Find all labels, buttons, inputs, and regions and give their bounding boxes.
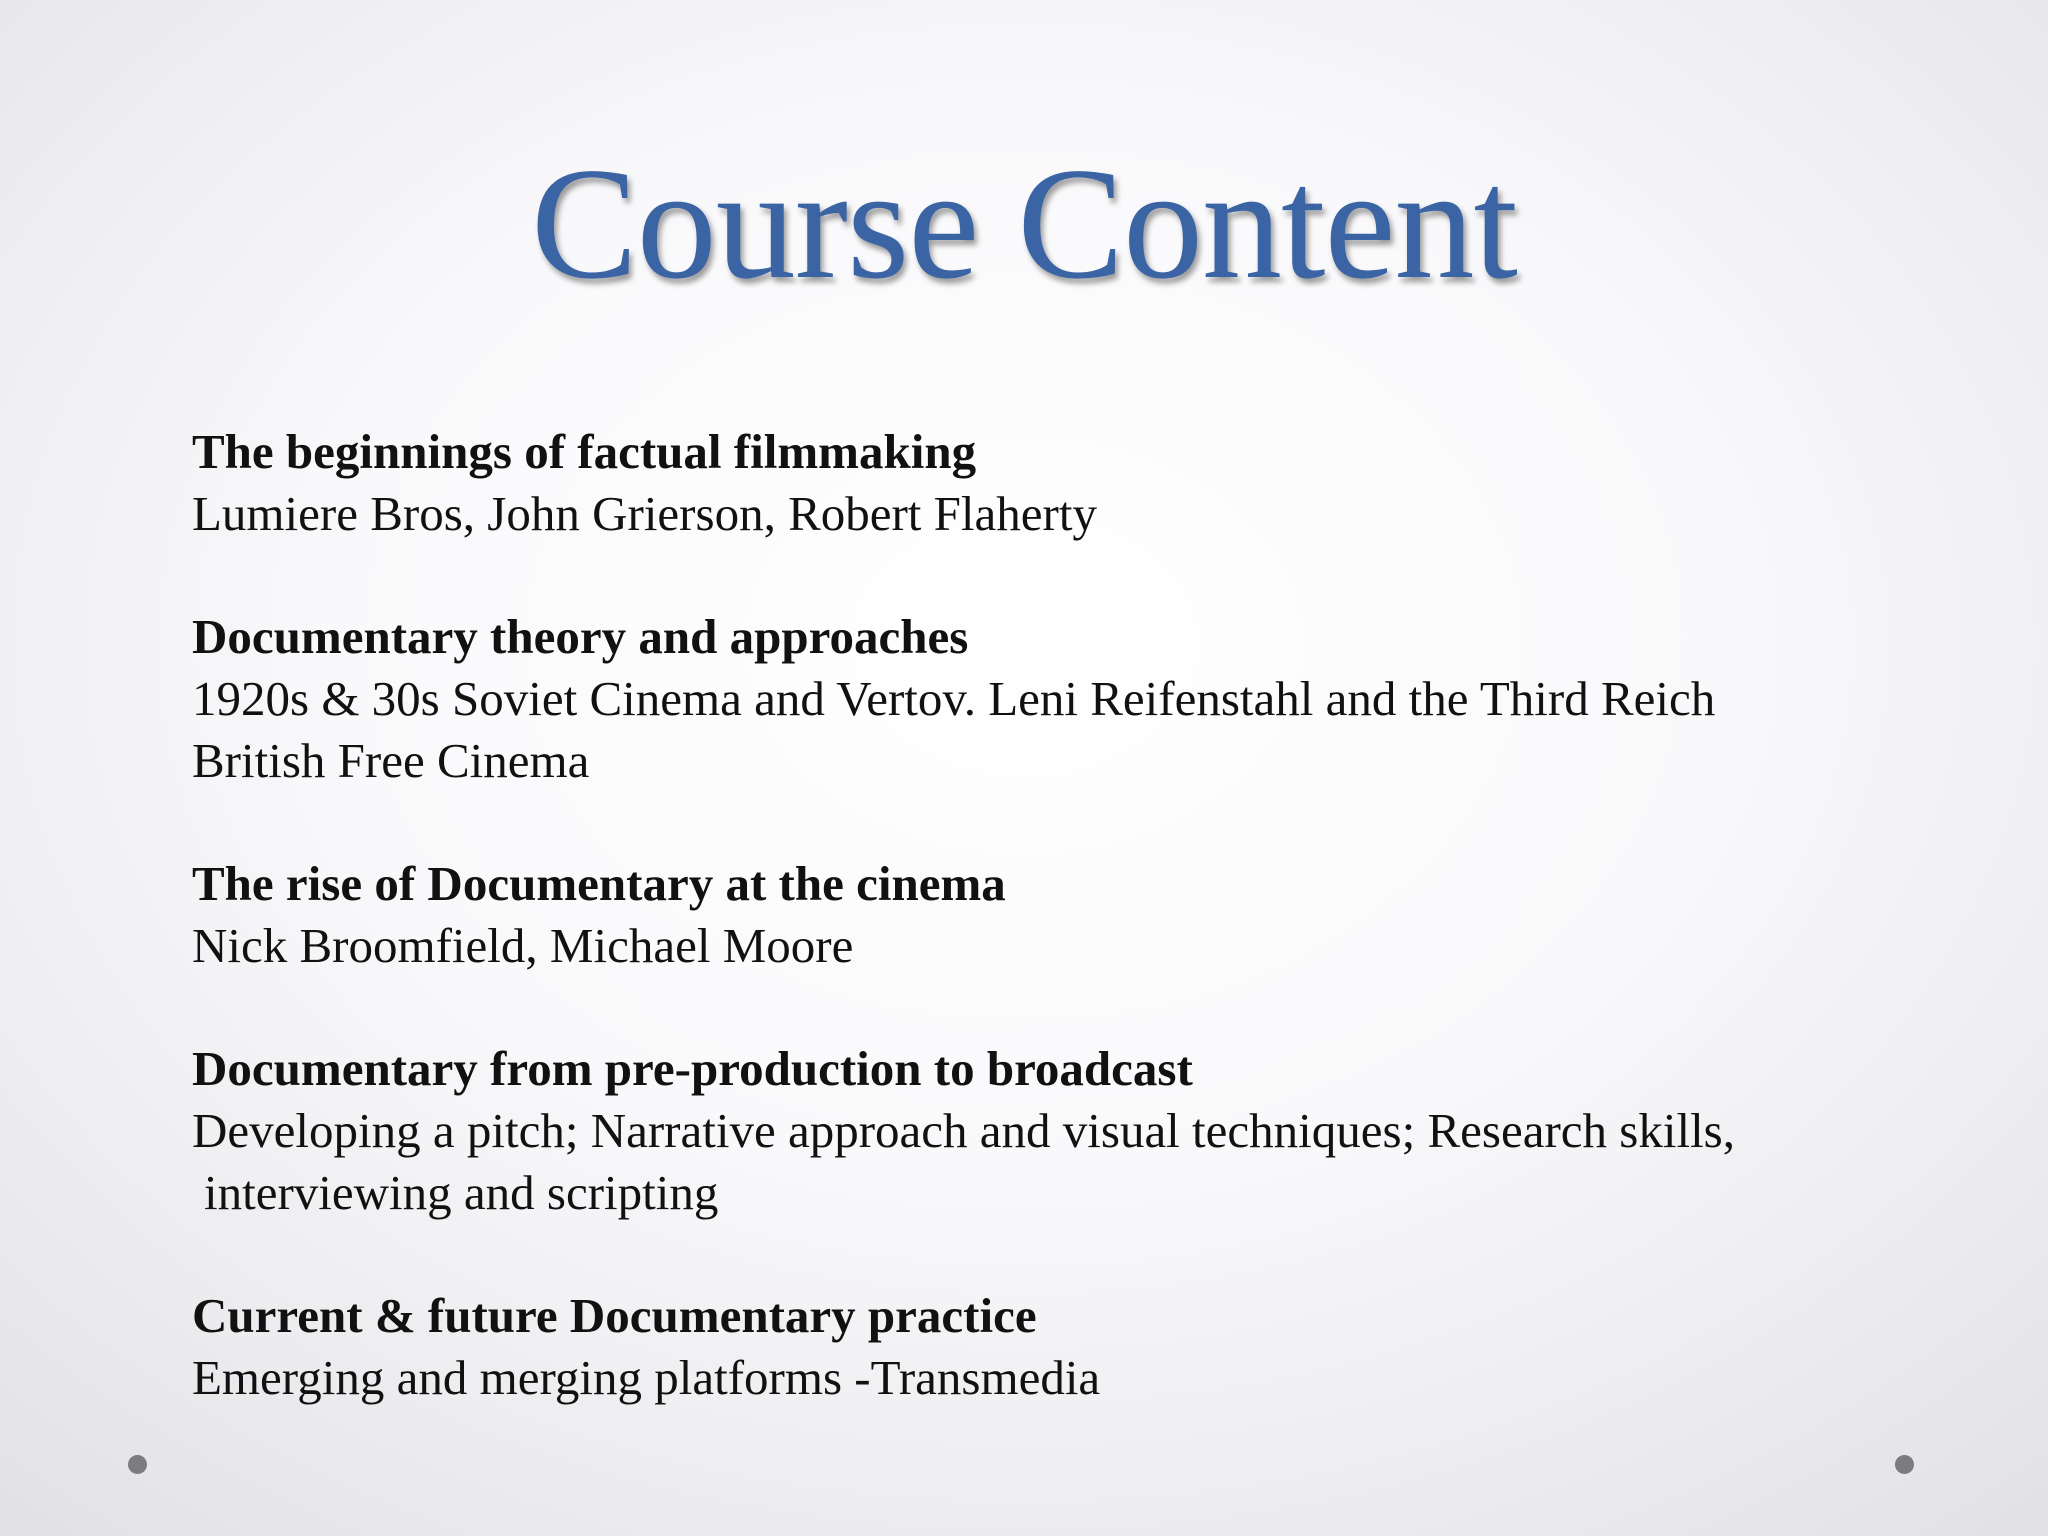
section-text: 1920s & 30s Soviet Cinema and Vertov. Leni Reifenstahl and the Third Reich: [192, 671, 1716, 726]
content-section: [192, 1038, 1992, 1224]
content-section: [192, 421, 1992, 545]
bullet-dot-right-icon: [1895, 1455, 1914, 1474]
section-heading: Documentary theory and approaches: [192, 609, 969, 664]
section-heading: The beginnings of factual filmmaking: [192, 424, 977, 479]
slide-title: Course Content: [531, 134, 1517, 312]
content-section: [192, 606, 1992, 792]
content-section: [192, 853, 1992, 977]
section-heading: Documentary from pre-production to broadcast: [192, 1041, 1193, 1096]
bullet-dot-left-icon: [128, 1455, 147, 1474]
section-text: Lumiere Bros, John Grierson, Robert Flaherty: [192, 486, 1097, 541]
section-text: Developing a pitch; Narrative approach and visual techniques; Research skills,: [192, 1103, 1735, 1158]
content-section: [192, 1285, 1992, 1409]
section-text: British Free Cinema: [192, 733, 590, 788]
section-text: Nick Broomfield, Michael Moore: [192, 918, 854, 973]
section-heading: The rise of Documentary at the cinema: [192, 856, 1006, 911]
slide-body: [192, 421, 1992, 1470]
section-text: interviewing and scripting: [204, 1165, 719, 1220]
section-text: Emerging and merging platforms -Transmedia: [192, 1350, 1101, 1405]
section-heading: Current & future Documentary practice: [192, 1288, 1037, 1343]
